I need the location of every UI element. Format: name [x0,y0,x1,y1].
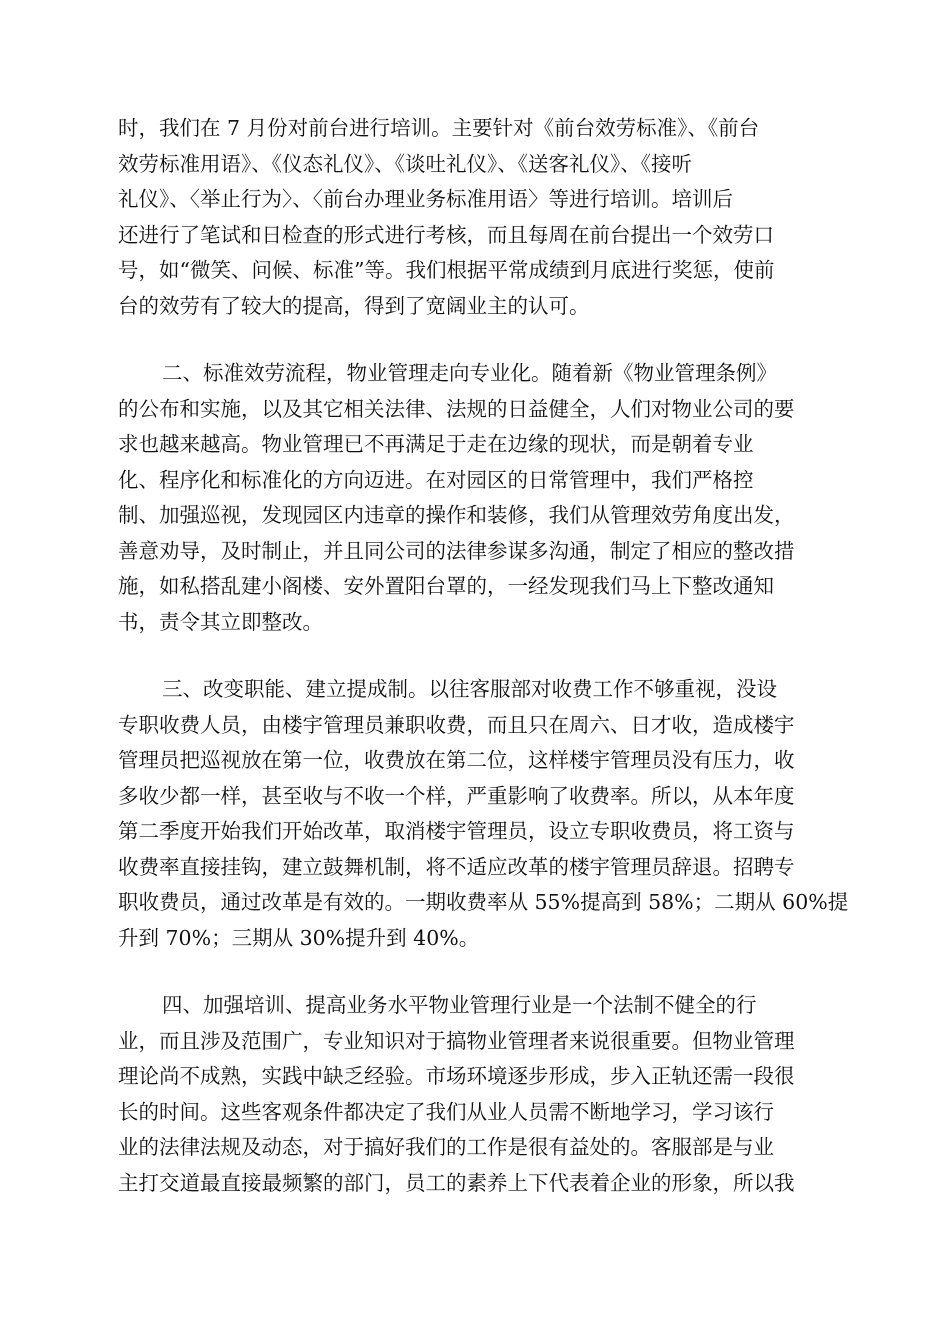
paragraph-line: 管理员把巡视放在第一位，收费放在第二位，这样楼宇管理员没有压力，收 [118,748,795,772]
paragraph-line: 书，责令其立即整改。 [118,609,323,634]
paragraph-line: 礼仪》、〈举止行为〉、〈前台办理业务标准用语〉等进行培训。培训后 [118,187,733,211]
paragraph-line: 多收少都一样，甚至收与不收一个样，严重影响了收费率。所以，从本年度 [118,783,795,808]
paragraph-line: 二、标准效劳流程，物业管理走向专业化。随着新《物业管理条例》 [162,361,777,385]
paragraph-line: 号，如“微笑、问候、标准”等。我们根据平常成绩到月底进行奖惩，使前 [118,258,775,282]
paragraph-line: 长的时间。这些客观条件都决定了我们从业人员需不断地学习，学习该行 [118,1099,774,1124]
paragraph-line: 三、改变职能、建立提成制。以往客服部对收费工作不够重视，没设 [162,677,777,701]
paragraph-line: 制、加强巡视，发现园区内违章的操作和装修，我们从管理效劳角度出发， [118,503,795,527]
paragraph-line: 升到 70%；三期从 30%提升到 40%。 [118,925,480,950]
paragraph-2 [118,356,833,640]
paragraph-line: 主打交道最直接最频繁的部门，员工的素养上下代表着企业的形象，所以我 [118,1170,795,1195]
paragraph-3 [118,672,849,956]
paragraph-line: 时，我们在 7 月份对前台进行培训。主要针对《前台效劳标准》、《前台 [118,116,760,140]
paragraph-1 [118,111,833,324]
paragraph-line: 化、程序化和标准化的方向迈进。在对园区的日常管理中，我们严格控 [118,467,754,492]
paragraph-4 [118,988,833,1201]
paragraph-line: 善意劝导，及时制止，并且同公司的法律参谋多沟通，制定了相应的整改措 [118,538,795,563]
paragraph-line: 施，如私搭乱建小阁楼、安外置阳台罩的，一经发现我们马上下整改通知 [118,574,774,598]
paragraph-line: 求也越来越高。物业管理已不再满足于走在边缘的现状，而是朝着专业 [118,432,754,456]
paragraph-line: 第二季度开始我们开始改革，取消楼宇管理员，设立专职收费员，将工资与 [118,819,795,843]
paragraph-line: 专职收费人员，由楼宇管理员兼职收费，而且只在周六、日才收，造成楼宇 [118,712,795,737]
paragraph-line: 效劳标准用语》、《仪态礼仪》、《谈吐礼仪》、《送客礼仪》、《接听 [118,151,692,176]
paragraph-line: 的公布和实施，以及其它相关法律、法规的日益健全，人们对物业公司的要 [118,396,795,421]
paragraph-line: 四、加强培训、提高业务水平物业管理行业是一个法制不健全的行 [162,993,757,1017]
paragraph-line: 业的法律法规及动态，对于搞好我们的工作是很有益处的。客服部是与业 [118,1135,774,1159]
paragraph-line: 业，而且涉及范围广，专业知识对于搞物业管理者来说很重要。但物业管理 [118,1028,795,1053]
paragraph-line: 台的效劳有了较大的提高，得到了宽阔业主的认可。 [118,293,590,318]
paragraph-line: 理论尚不成熟，实践中缺乏经验。市场环境逐步形成，步入正轨还需一段很 [118,1064,795,1088]
paragraph-line: 职收费员，通过改革是有效的。一期收费率从 55%提高到 58%；二期从 60%提 [118,890,849,914]
paragraph-line: 收费率直接挂钩，建立鼓舞机制，将不适应改革的楼宇管理员辞退。招聘专 [118,854,795,879]
paragraph-line: 还进行了笔试和日检查的形式进行考核，而且每周在前台提出一个效劳口 [118,222,774,247]
